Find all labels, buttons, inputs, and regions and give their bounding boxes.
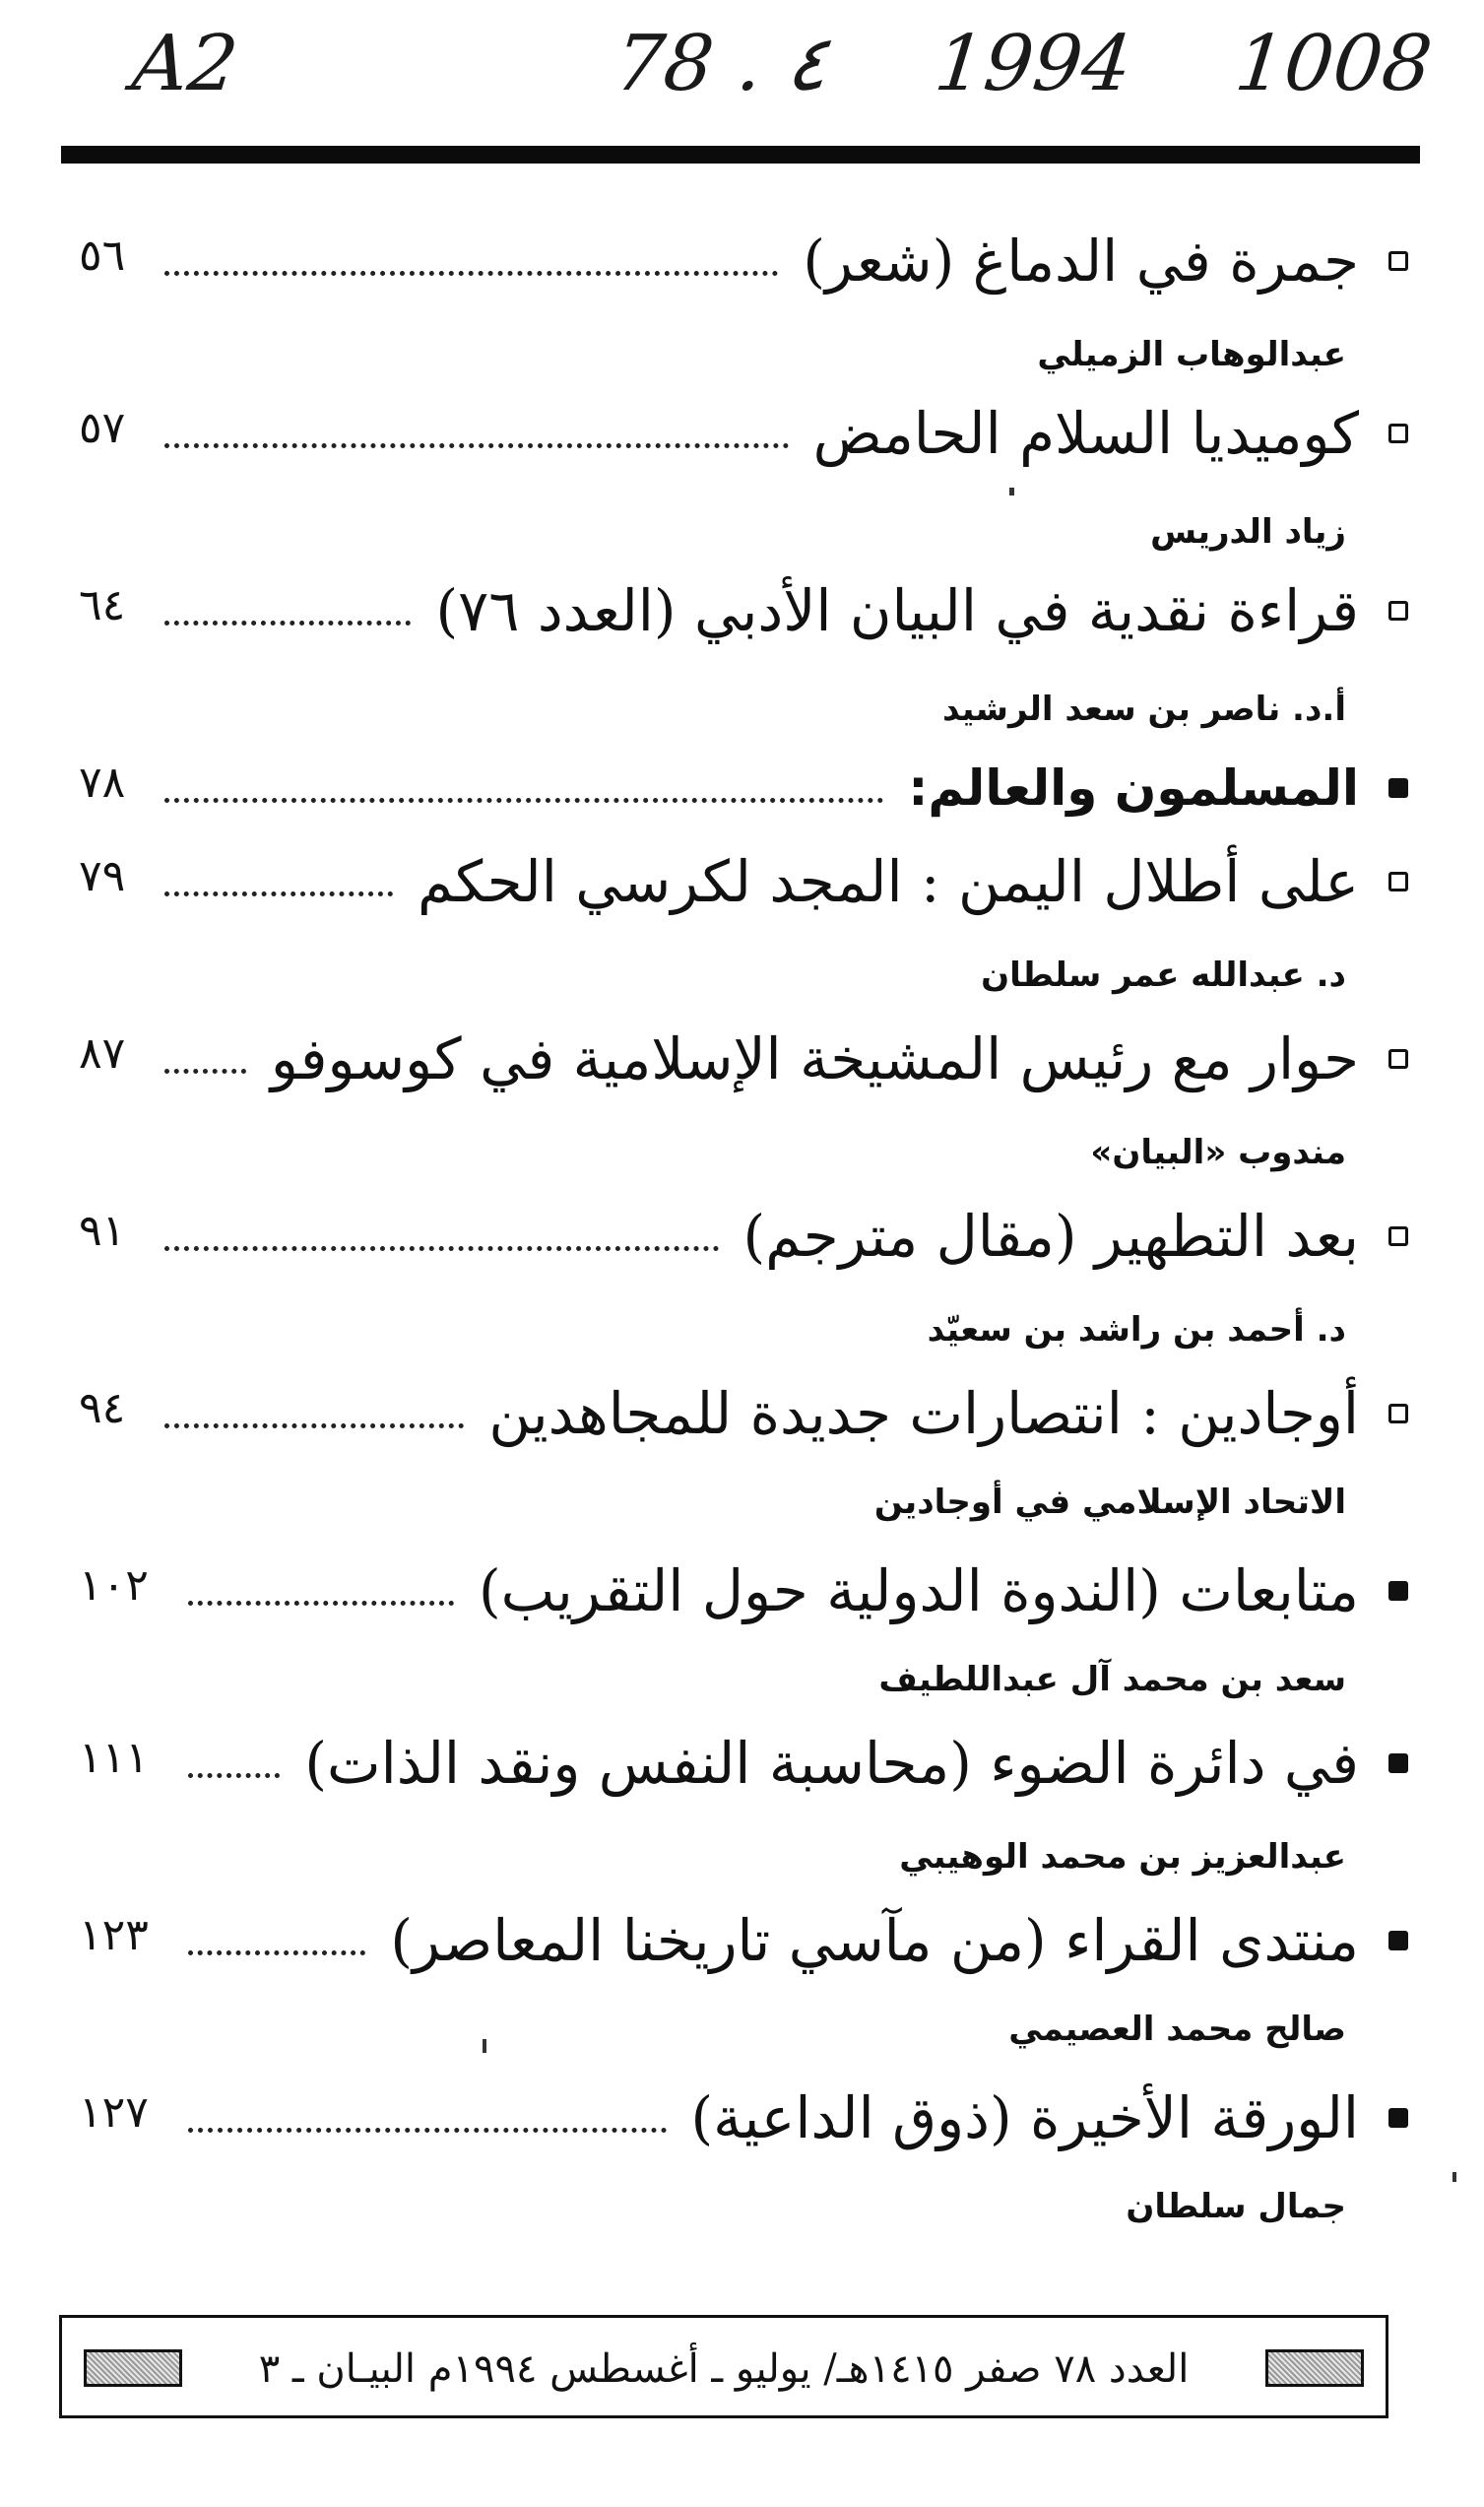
dot-leader: [164, 621, 411, 626]
entry-author: سعد بن محمد آل عبداللطيف: [878, 1660, 1346, 1699]
toc-entry: [69, 1547, 1408, 1635]
page-footer: [59, 2315, 1388, 2418]
footer-pattern-left: [84, 2349, 182, 2387]
handwritten-number: 1008: [1231, 20, 1437, 108]
page-number: ٥٧: [79, 403, 126, 453]
entry-author: عبدالعزيز بن محمد الوهيبي: [899, 1837, 1346, 1877]
entry-title: متابعات (الندوة الدولية حول التقريب): [479, 1557, 1359, 1624]
filled-square-bullet-icon: [1388, 1753, 1408, 1773]
toc-entry: [69, 2074, 1408, 2162]
toc-entry: [69, 744, 1408, 832]
page-number: ٩٤: [79, 1383, 126, 1433]
hollow-square-bullet-icon: [1388, 424, 1408, 443]
entry-title: المسلمون والعالم:: [908, 759, 1359, 817]
page-number: ٩١: [79, 1206, 126, 1256]
toc-entry: [69, 566, 1408, 655]
page-number: ١٢٧: [79, 2087, 149, 2138]
dot-leader: [164, 443, 789, 448]
dot-leader: [164, 271, 778, 276]
entry-author: د. عبدالله عمر سلطان: [981, 956, 1346, 995]
dot-leader: [188, 2128, 667, 2133]
entry-author: الاتحاد الإسلامي في أوجادين: [873, 1483, 1346, 1522]
page-number: ٧٨: [79, 758, 126, 808]
page-number: ٦٤: [79, 580, 126, 630]
dot-leader: [164, 798, 883, 803]
filled-square-bullet-icon: [1388, 2108, 1408, 2128]
entry-title: بعد التطهير (مقال مترجم): [742, 1203, 1359, 1270]
page-number: ٧٩: [79, 851, 126, 901]
dot-leader: [164, 1246, 719, 1251]
entry-title: حوار مع رئيس المشيخة الإسلامية في كوسوفو: [270, 1025, 1359, 1092]
toc-entry: [69, 1896, 1408, 1985]
filled-square-bullet-icon: [1388, 1581, 1408, 1601]
filled-square-bullet-icon: [1388, 778, 1408, 798]
dot-leader: [164, 1423, 464, 1428]
handwritten-issue-date: 78 . ٤: [611, 20, 833, 108]
hollow-square-bullet-icon: [1388, 1226, 1408, 1246]
toc-entry: [69, 1015, 1408, 1103]
filled-square-bullet-icon: [1388, 1931, 1408, 1950]
scan-speck: [483, 2039, 486, 2053]
dot-leader: [188, 1950, 365, 1955]
toc-entry: [69, 837, 1408, 926]
hollow-square-bullet-icon: [1388, 872, 1408, 891]
entry-title: أوجادين : انتصارات جديدة للمجاهدين: [488, 1380, 1359, 1447]
entry-title: على أطلال اليمن : المجد لكرسي الحكم: [417, 848, 1359, 915]
entry-title: الورقة الأخيرة (ذوق الداعية): [690, 2084, 1359, 2151]
handwritten-year: 1994: [931, 20, 1136, 108]
dot-leader: [188, 1773, 280, 1778]
entry-author: صالح محمد العصيمي: [1008, 2010, 1346, 2049]
footer-text: العدد ٧٨ صفر ١٤١٥هـ/ يوليو ـ أغسطس ١٩٩٤م البيـان ـ ٣: [258, 2346, 1190, 2392]
page-number: ٥٦: [79, 231, 126, 281]
page-number: ٨٧: [79, 1028, 126, 1079]
page-number: ١١١: [79, 1733, 149, 1783]
footer-pattern-right: [1265, 2349, 1364, 2387]
entry-author: زياد الدريس: [1150, 512, 1346, 552]
page-number: ١٠٢: [79, 1560, 149, 1611]
hollow-square-bullet-icon: [1388, 251, 1408, 271]
dot-leader: [164, 1069, 246, 1074]
entry-author: مندوب «البيان»: [1090, 1133, 1346, 1172]
entry-title: قراءة نقدية في البيان الأدبي (العدد ٧٦): [435, 577, 1359, 644]
entry-author: أ.د. ناصر بن سعد الرشيد: [942, 690, 1346, 729]
toc-entry: [69, 389, 1408, 478]
top-rule: [61, 146, 1420, 164]
hollow-square-bullet-icon: [1388, 601, 1408, 621]
toc-entry: [69, 217, 1408, 305]
entry-author: عبدالوهاب الزميلي: [1037, 335, 1346, 374]
hollow-square-bullet-icon: [1388, 1049, 1408, 1069]
dot-leader: [188, 1601, 454, 1606]
handwritten-code: A2: [128, 20, 242, 108]
entry-title: في دائرة الضوء (محاسبة النفس ونقد الذات): [304, 1730, 1359, 1797]
entry-title: كوميديا السلام الحامض: [812, 400, 1359, 467]
toc-entry: [69, 1719, 1408, 1808]
toc-entry: [69, 1369, 1408, 1458]
hollow-square-bullet-icon: [1388, 1404, 1408, 1423]
scan-speck: [1452, 2172, 1456, 2182]
entry-author: جمال سلطان: [1126, 2187, 1346, 2226]
dot-leader: [164, 891, 393, 896]
entry-title: منتدى القراء (من مآسي تاريخنا المعاصر): [390, 1907, 1359, 1974]
page-number: ١٢٣: [79, 1910, 149, 1960]
entry-author: د. أحمد بن راشد بن سعيّد: [927, 1310, 1346, 1350]
toc-entry: [69, 1192, 1408, 1281]
entry-title: جمرة في الدماغ (شعر): [803, 228, 1359, 295]
scan-speck: [1009, 488, 1014, 495]
